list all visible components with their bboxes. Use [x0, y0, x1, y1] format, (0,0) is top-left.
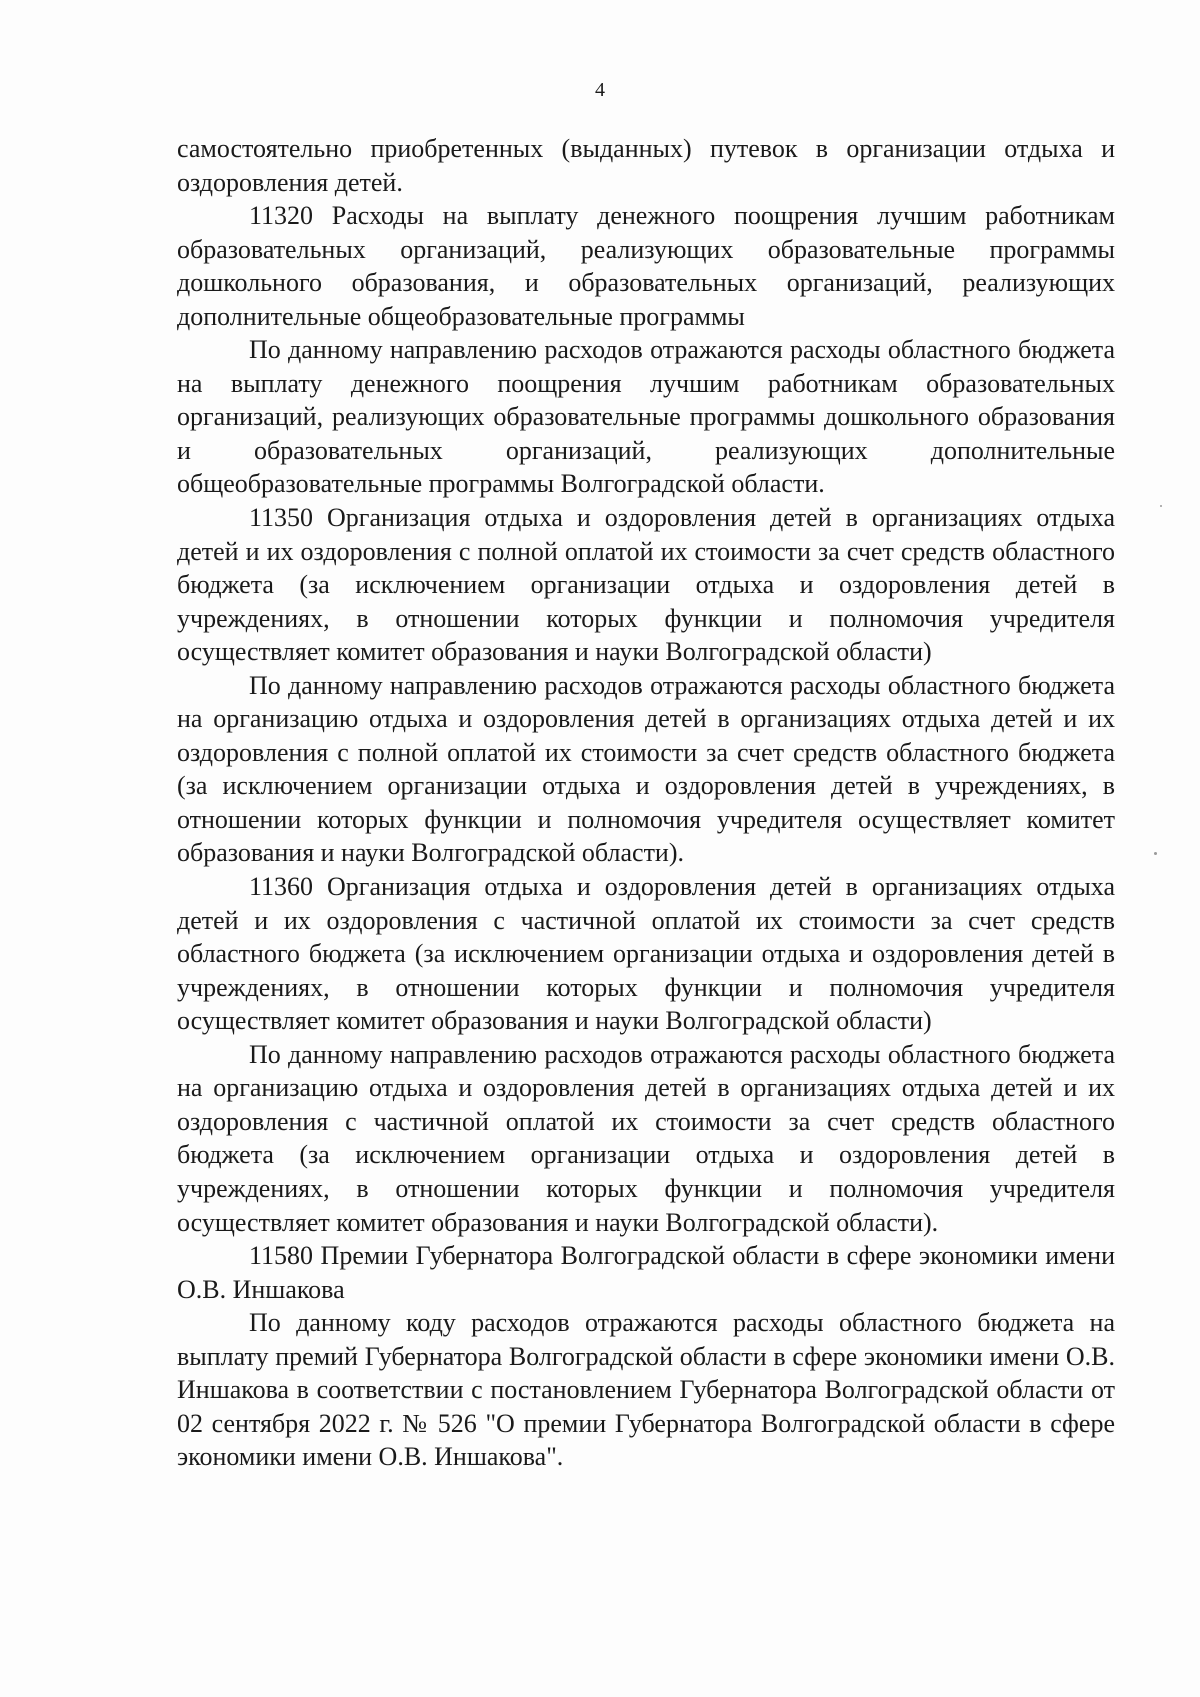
paragraph-continuation: самостоятельно приобретенных (выданных) путевок в организации отдыха и оздоровления детей.: [177, 134, 1115, 197]
paragraph-code-11580-description: По данному коду расходов отражаются расходы областного бюджета на выплату премий Губернатора Волгоградской области в сфере экономики имени О.В. Иншакова в соответствии с постановлением Губернатора Волгоградской области от 02 сентября 2022 г. № 526 "О премии Губернатора Волгоградской области в сфере экономики имени О.В. Иншакова".: [177, 1308, 1115, 1472]
paragraph-code-11580-heading: 11580 Премии Губернатора Волгоградской области в сфере экономики имени О.В. Иншакова: [177, 1241, 1115, 1304]
paragraph-code-11320-heading: 11320 Расходы на выплату денежного поощрения лучшим работникам образовательных организаций, реализующих образовательные программы дошкольного образования, и образовательных организаций, реализующих дополнительные общеобразовательные программы: [177, 201, 1115, 331]
paragraph-code-11350-heading: 11350 Организация отдыха и оздоровления детей в организациях отдыха детей и их оздоровления с полной оплатой их стоимости за счет средств областного бюджета (за исключением организации отдыха и оздоровления детей в учреждениях, в отношении которых функции и полномочия учредителя осуществляет комитет образования и науки Волгоградской области): [177, 503, 1115, 667]
paragraph-code-11360-heading: 11360 Организация отдыха и оздоровления детей в организациях отдыха детей и их оздоровления с частичной оплатой их стоимости за счет средств областного бюджета (за исключением организации отдыха и оздоровления детей в учреждениях, в отношении которых функции и полномочия учредителя осуществляет комитет образования и науки Волгоградской области): [177, 872, 1115, 1036]
paragraph-code-11320-description: По данному направлению расходов отражаются расходы областного бюджета на выплату денежного поощрения лучшим работникам образовательных организаций, реализующих образовательные программы дошкольного образования и образовательных организаций, реализующих дополнительные общеобразовательные программы Волгоградской области.: [177, 335, 1115, 499]
document-body: [177, 132, 1115, 1474]
paragraph-code-11350-description: По данному направлению расходов отражаются расходы областного бюджета на организацию отдыха и оздоровления детей в организациях отдыха детей и их оздоровления с полной оплатой их стоимости за счет средств областного бюджета (за исключением организации отдыха и оздоровления детей в учреждениях, в отношении которых функции и полномочия учредителя осуществляет комитет образования и науки Волгоградской области).: [177, 670, 1115, 868]
page-number: 4: [595, 79, 605, 101]
paragraph-code-11360-description: По данному направлению расходов отражаются расходы областного бюджета на организацию отдыха и оздоровления детей в организациях отдыха детей и их оздоровления с частичной оплатой их стоимости за счет средств областного бюджета (за исключением организации отдыха и оздоровления детей в учреждениях, в отношении которых функции и полномочия учредителя осуществляет комитет образования и науки Волгоградской области).: [177, 1039, 1115, 1237]
scan-speck: [1160, 505, 1162, 507]
scan-speck: [1154, 852, 1157, 855]
